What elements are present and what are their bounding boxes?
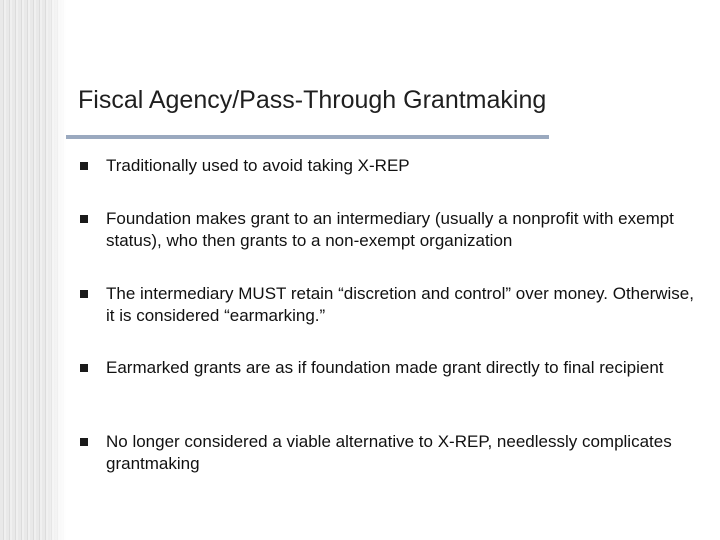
square-bullet-icon (80, 438, 88, 446)
square-bullet-icon (80, 290, 88, 298)
stripe-fade (0, 0, 66, 540)
bullet-text: The intermediary MUST retain “discretion and control” over money. Otherwise, it is considered “earmarking.” (106, 284, 694, 325)
bullet-text: Foundation makes grant to an intermediary (usually a nonprofit with exempt status), who then grants to a non-exempt organization (106, 209, 674, 250)
square-bullet-icon (80, 364, 88, 372)
square-bullet-icon (80, 215, 88, 223)
bullet-text: Traditionally used to avoid taking X-REP (106, 156, 410, 175)
title-underline (66, 135, 549, 139)
square-bullet-icon (80, 162, 88, 170)
slide-title: Fiscal Agency/Pass-Through Grantmaking (78, 86, 547, 114)
bullet-text: Earmarked grants are as if foundation made grant directly to final recipient (106, 358, 664, 377)
bullet-text: No longer considered a viable alternative to X-REP, needlessly complicates grantmaking (106, 432, 672, 473)
